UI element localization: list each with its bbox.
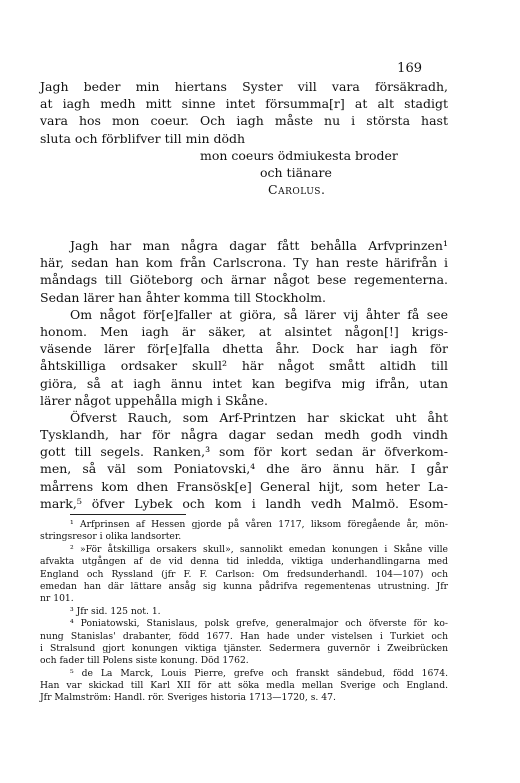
text-line: Jagh har man några dagar fått behålla Arfvprinzen¹ <box>70 238 448 253</box>
footnote-line: ⁵ de La Marck, Louis Pierre, grefve och franskt sändebud, född 1674. <box>70 667 448 679</box>
footnote-line: Han var skickad till Karl XII för att söka medla mellan Sverige och England. <box>40 680 448 692</box>
signature: Carolus. <box>268 182 326 198</box>
footnote-divider <box>70 514 186 515</box>
text-line: väsende lärer för[e]falla dhetta åhr. Dock har iagh för <box>40 341 448 357</box>
footnote-line: England och Ryssland (jfr F. F. Carlson: Om fredsunderhandl. 104—107) och <box>40 568 448 580</box>
text-line: mark,⁵ öfver Lybek och kom i landh vedh Malmö. Esom- <box>40 495 448 511</box>
footnote-line: afvakta utgången af de vid denna tid inledda, viktiga underhandlingarna med <box>40 556 448 568</box>
body-text <box>40 237 448 512</box>
text-line: Tysklandh, har för några dagar sedan medh godh vindh <box>40 427 448 443</box>
text-line: Om något för[e]faller at giöra, så lärer vij åhter få see <box>70 306 448 322</box>
text-line: Öfverst Rauch, som Arf-Printzen har skickat uht åht <box>70 409 448 425</box>
text-line: åhtskilliga ordsaker skull² här något smått altidh till <box>40 358 448 374</box>
text-line: mårrens kom dhen Fransösk[e] General hijt, som heter La- <box>40 478 448 494</box>
footnote-line: stringsresor i olika landsorter. <box>40 531 182 543</box>
footnotes <box>40 519 448 705</box>
text-line: Jagh beder min hiertans Syster vill vara försäkradh, <box>40 79 448 94</box>
text-line: giöra, så at iagh ännu intet kan begifva mig ifrån, utan <box>40 375 448 391</box>
text-line: Sedan lärer han åhter komma till Stockholm. <box>40 289 326 305</box>
footnote-line: ² »För åtskilliga orsakers skull», sannolikt emedan konungen i Skåne ville <box>70 543 448 555</box>
page-number: 169 <box>397 61 422 76</box>
footnote-line: ⁴ Poniatowski, Stanislaus, polsk grefve, generalmajor och öfverste för ko- <box>70 618 448 630</box>
letter-paragraph <box>40 78 448 198</box>
footnote-line: ³ Jfr sid. 125 not. 1. <box>70 605 161 617</box>
text-line: sluta och förblifver till min dödh <box>40 130 246 146</box>
text-line: vara hos mon coeur. Och iagh måste nu i största hast <box>40 113 448 129</box>
closing-line: mon coeurs ödmiukesta broder <box>200 147 398 163</box>
text-line: måndags till Giöteborg och ärnar något bese regementerna. <box>40 272 448 288</box>
text-line: här, sedan han kom från Carlscrona. Ty han reste härifrån i <box>40 255 448 271</box>
footnote-line: i Stralsund gjort konungen viktiga tjänster. Sedermera guvernör i Zweibrücken <box>40 642 448 654</box>
text-line: honom. Men iagh är säker, at alsintet någon[!] krigs- <box>40 323 448 339</box>
closing-line: och tiänare <box>260 164 332 180</box>
footnote-line: nung Stanislas' drabanter, född 1677. Han hade under vistelsen i Turkiet och <box>40 630 448 642</box>
footnote-line: nr 101. <box>40 593 74 605</box>
footnote-line: Jfr Malmström: Handl. rör. Sveriges historia 1713—1720, s. 47. <box>40 692 336 704</box>
footnote-line: emedan han där lättare ansåg sig kunna pådrifva regementenas utrustning. Jfr <box>40 580 448 592</box>
footnote-line: ¹ Arfprinsen af Hessen gjorde på våren 1717, liksom föregående år, mön- <box>70 519 448 530</box>
text-line: men, så väl som Poniatovski,⁴ dhe äro ännu här. I går <box>40 461 448 477</box>
text-line: at iagh medh mitt sinne intet försumma[r] at alt stadigt <box>40 96 448 112</box>
text-line: gott till segels. Ranken,³ som för kort sedan är öfverkom- <box>40 444 448 460</box>
footnote-line: och fader till Polens siste konung. Död 1762. <box>40 655 249 667</box>
text-line: lärer något uppehålla migh i Skåne. <box>40 392 269 408</box>
